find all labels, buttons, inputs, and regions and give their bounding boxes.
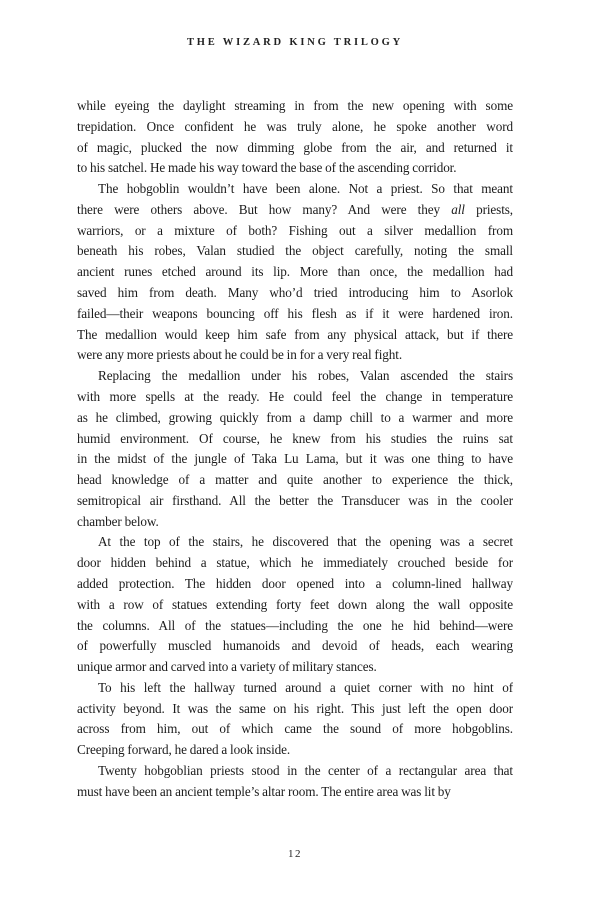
text-line: head knowledge of a matter and quite another to experience the thick, bbox=[77, 472, 513, 488]
text-line: of powerfully muscled humanoids and devoid of heads, each wearing bbox=[77, 638, 513, 654]
text-line: Creeping forward, he dared a look inside. bbox=[77, 742, 291, 758]
text-line: of magic, plucked the now dimming globe from the air, and returned it bbox=[77, 139, 513, 155]
running-header: THE WIZARD KING TRILOGY bbox=[186, 37, 403, 48]
paragraph bbox=[77, 678, 513, 761]
text-line: in the midst of the jungle of Taka Lu Lama, but it was one thing to have bbox=[77, 451, 513, 467]
text-line: beneath his robes, Valan studied the object carefully, noting the small bbox=[77, 243, 513, 259]
text-line: semitropical air firsthand. All the better the Transducer was in the cooler bbox=[77, 492, 513, 508]
text-line: warriors, or a mixture of both? Fishing out a silver medallion from bbox=[77, 222, 513, 238]
text-line: Twenty hobgoblian priests stood in the center of a rectangular area that bbox=[98, 763, 513, 778]
text-line: across from him, out of which came the sound of more hobgoblins. bbox=[77, 721, 513, 737]
text-line: ancient runes etched around its lip. More than once, the medallion had bbox=[77, 264, 513, 280]
text-line: with a row of statues extending forty feet down along the wall opposite bbox=[77, 596, 513, 612]
text-line: chamber below. bbox=[77, 513, 159, 529]
text-line: there were others above. But how many? And were they all priests, bbox=[77, 201, 513, 217]
text-line: trepidation. Once confident he was truly alone, he spoke another word bbox=[77, 118, 513, 134]
text-line: must have been an ancient temple’s altar room. The entire area was lit by bbox=[77, 783, 451, 799]
paragraph bbox=[77, 179, 513, 366]
paragraph bbox=[77, 96, 513, 179]
text-line: The medallion would keep him safe from any physical attack, but if there bbox=[77, 326, 513, 342]
text-line: Replacing the medallion under his robes, Valan ascended the stairs bbox=[98, 368, 513, 384]
text-line: with more spells at the ready. He could feel the change in temperature bbox=[77, 388, 513, 404]
text-line: to his satchel. He made his way toward the base of the ascending corridor. bbox=[77, 160, 457, 176]
page-number: 12 bbox=[288, 848, 302, 860]
paragraph bbox=[77, 761, 513, 803]
text-line: added protection. The hidden door opened into a column-lined hallway bbox=[77, 575, 513, 591]
text-line: while eyeing the daylight streaming in from the new opening with some bbox=[77, 98, 513, 113]
text-line: activity beyond. It was the same on his right. This just left the open door bbox=[77, 700, 513, 716]
text-line: failed—their weapons bouncing off his flesh as if it were hardened iron. bbox=[77, 305, 513, 321]
text-line: as he climbed, growing quickly from a damp chill to a warmer and more bbox=[77, 409, 513, 425]
paragraph bbox=[77, 532, 513, 677]
text-line: the columns. All of the statues—including the one he hid behind—were bbox=[77, 617, 513, 633]
paragraph bbox=[77, 366, 513, 532]
text-line: unique armor and carved into a variety of military stances. bbox=[77, 659, 377, 675]
text-line: saved him from death. Many who’d tried introducing him to Asorlok bbox=[77, 285, 513, 301]
text-line: To his left the hallway turned around a quiet corner with no hint of bbox=[98, 679, 513, 695]
text-line: The hobgoblin wouldn’t have been alone. Not a priest. So that meant bbox=[98, 181, 513, 197]
text-line: At the top of the stairs, he discovered that the opening was a secret bbox=[98, 534, 513, 550]
body-text bbox=[77, 96, 513, 803]
text-line: humid environment. Of course, he knew from his studies the ruins sat bbox=[77, 430, 513, 446]
text-line: door hidden behind a statue, which he immediately crouched beside for bbox=[77, 555, 513, 571]
text-line: were any more priests about he could be in for a very real fight. bbox=[77, 347, 403, 363]
